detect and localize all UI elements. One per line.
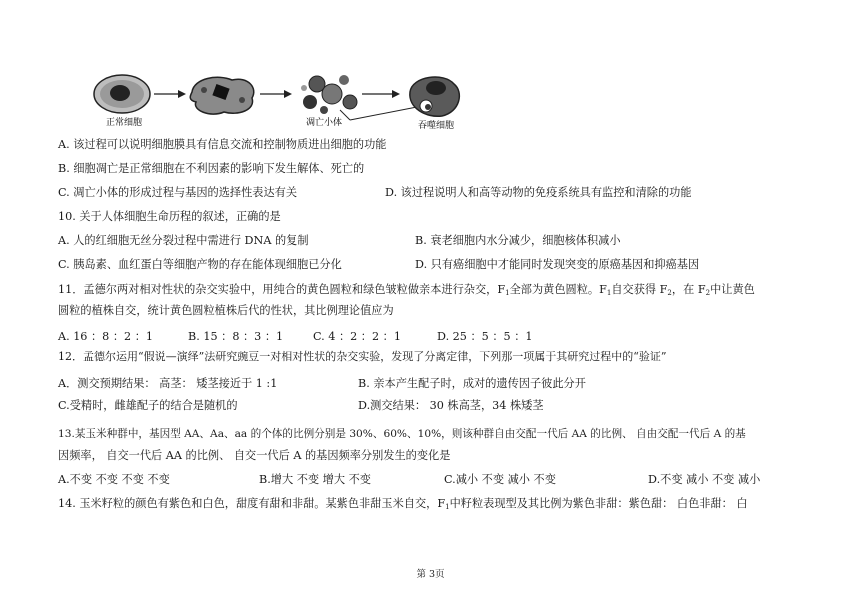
phagocyte-caption: 吞噬细胞: [418, 121, 455, 130]
q11-option-c: C. 4 ：2 ：2 ：1: [313, 330, 401, 343]
q12-stem: 12．孟德尔运用“假说—演绎”法研究豌豆一对相对性状的杂交实验，发现了分离定律，下列那一项属于其研究过程中的“验证”: [58, 350, 667, 363]
shrinking-cell-image: [190, 77, 254, 114]
apoptotic-bodies-image: [301, 75, 357, 114]
q11-option-b: B. 15 ：8 ：3 ：1: [188, 330, 284, 343]
q13-option-a: A.不变 不变 不变 不变: [58, 473, 170, 486]
q11-stem-continued: 圆粒的植株自交，统计黄色圆粒植株后代的性状，其比例理论值应为: [58, 304, 394, 317]
q11-option-d: D. 25 ：5 ：5 ：1: [437, 330, 533, 343]
q10-option-d: D. 只有癌细胞中才能同时发现突变的原癌基因和抑癌基因: [415, 258, 700, 271]
q12-option-c: C.受精时，雌雄配子的结合是随机的: [58, 399, 238, 412]
q10-option-c: C. 胰岛素、血红蛋白等细胞产物的存在能体现细胞已分化: [58, 258, 342, 271]
q12-option-b: B. 亲本产生配子时，成对的遗传因子彼此分开: [358, 377, 586, 390]
q13-option-c: C.减小 不变 减小 不变: [444, 473, 556, 486]
q10-option-a: A. 人的红细胞无丝分裂过程中需进行 DNA 的复制: [58, 234, 309, 247]
q13-stem: 13.某玉米种群中，基因型 AA、Aa、aa 的个体的比例分别是 30%、60%、10%，则该种群自由交配一代后 AA 的比例、 自由交配一代后 A 的基: [58, 428, 746, 440]
q13-option-d: D.不变 减小 不变 减小: [648, 473, 761, 486]
normal-cell-caption: 正常细胞: [106, 118, 143, 128]
q9-option-c: C. 凋亡小体的形成过程与基因的选择性表达有关: [58, 186, 298, 199]
apoptotic-body-caption: 凋亡小体: [306, 118, 343, 128]
q9-option-a: A. 该过程可以说明细胞膜具有信息交流和控制物质进出细胞的功能: [58, 138, 387, 151]
q14-stem: 14. 玉米籽粒的颜色有紫色和白色，甜度有甜和非甜。某紫色非甜玉米自交，$F_1$中籽粒表现型及其比例为紫色非甜：紫色甜： 白色非甜： 白: [58, 497, 748, 511]
q13-stem-continued: 因频率， 自交一代后 AA 的比例、 自交一代后 A 的基因频率分别发生的变化是: [58, 449, 451, 462]
q10-option-b: B. 衰老细胞内水分减少，细胞核体积减小: [415, 234, 621, 247]
q13-option-b: B.增大 不变 增大 不变: [259, 473, 371, 486]
q10-stem: 10. 关于人体细胞生命历程的叙述，正确的是: [58, 210, 281, 223]
q11-option-a: A. 16 ：8 ：2 ：1: [58, 330, 154, 343]
q12-option-d: D.测交结果： 30 株高茎，34 株矮茎: [358, 399, 544, 412]
page-number: 第 3页: [416, 569, 445, 580]
q11-stem: 11．孟德尔两对相对性状的杂交实验中，用纯合的黄色圆粒和绿色皱粒做亲本进行杂交，$F_1$全部为黄色圆粒。$F_1$自交获得 $F_2$，在 $F_2$中让黄色: [58, 283, 755, 297]
q9-option-b: B. 细胞凋亡是正常细胞在不利因素的影响下发生解体、死亡的: [58, 162, 365, 175]
q12-option-a: A．测交预期结果： 高茎： 矮茎接近于 1 :1: [58, 377, 278, 390]
apoptosis-diagram: [92, 72, 492, 130]
q9-option-d: D. 该过程说明人和高等动物的免疫系统具有监控和清除的功能: [385, 186, 692, 199]
normal-cell-image: [94, 75, 150, 113]
apoptosis-figure: [92, 72, 492, 130]
phagocyte-image: [410, 77, 460, 116]
